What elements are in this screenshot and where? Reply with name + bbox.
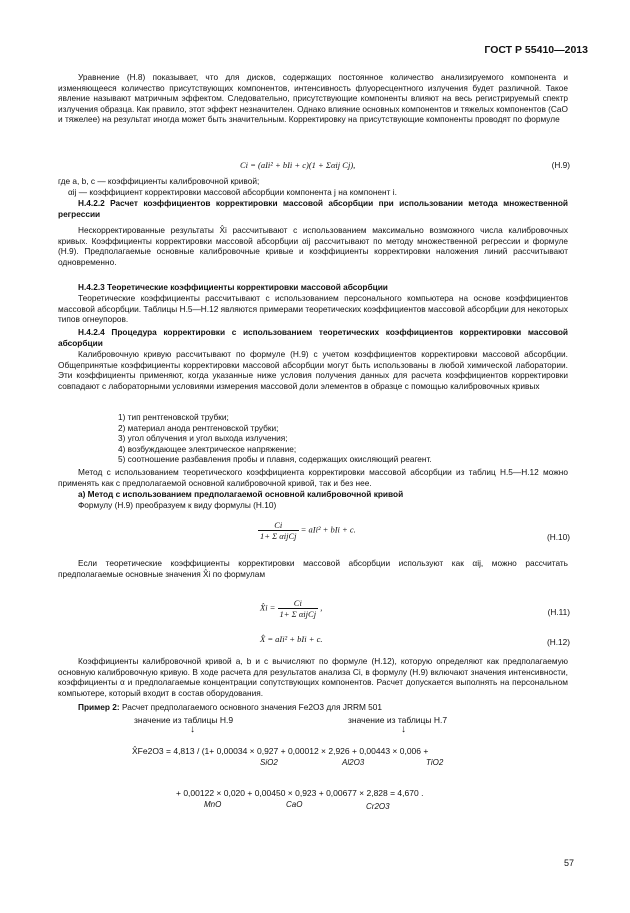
formula-h10-number: (Н.10) [546, 532, 570, 542]
page-number: 57 [563, 858, 574, 868]
arrow-down-icon: ↓ [190, 724, 195, 735]
paragraph-calc-values: Если теоретические коэффициенты корректировки массовой абсорбции используют как αij, можно рассчитать предполагаемые основные значения X̂i по формулам [58, 558, 568, 579]
example-2 [78, 702, 568, 713]
condition-item: 2) материал анода рентгеновской трубки; [118, 422, 279, 433]
section-h423-heading: Н.4.2.3 Теоретические коэффициенты корректировки массовой абсорбции [78, 282, 388, 292]
formula-h9-number: (Н.9) [551, 160, 570, 170]
formula-h9: Ci = (aIi² + bIi + c)(1 + Σαij Cj), [240, 160, 356, 170]
where-alpha: αij — коэффициент корректировки массовой абсорбции компонента j на компонент i. [68, 187, 397, 197]
paragraph-coefficients: Коэффициенты калибровочной кривой a, b и c вычисляют по формуле (Н.12), которую определяют как предполагаемую основную калибровочную кривую. В ходе расчета для результатов анализа Ci, в формулу (Н.9) включают значения интенсивности, коэффициенты α и предполагаемые концентрации сопутствующих компонентов. Расчет допускается выполнять на персональном компьютере, который входит в состав оборудования. [58, 656, 568, 698]
paragraph-procedure: Калибровочную кривую рассчитывают по формуле (Н.9) с учетом коэффициентов корректировки массовой абсорбции. Общепринятые коэффициенты корректировки массовой абсорбции могут быть использованы в любой химической лаборатории. Эти коэффициенты применяют, когда указанные ниже условия получения данных для расчета коэффициентов корректировки совпадают с лабораторными условиями измерения массовой доли элементов в образце с помощью калибровочных кривых [58, 349, 568, 391]
section-h422-heading: Н.4.2.2 Расчет коэффициентов корректировки массовой абсорбции при использовании метода множественной регрессии [58, 198, 568, 219]
label-al2o3: Al2O3 [342, 758, 365, 767]
example-label: Пример 2: [78, 702, 120, 712]
condition-item: 5) соотношение разбавления пробы и плавня, содержащих окисляющий реагент. [118, 454, 432, 465]
label-tio2: TiO2 [426, 758, 444, 767]
standard-header: ГОСТ Р 55410—2013 [484, 44, 588, 56]
paragraph-theoretical: Теоретические коэффициенты рассчитывают с использованием персонального компьютера на основе коэффициентов массовой абсорбции. Таблицы Н.5—Н.12 являются примерами теоретических коэффициентов массовой абсорбции для некоторых типов огнеупоров. [58, 293, 568, 325]
label-cao: CaO [286, 800, 303, 809]
calculation-line-2: + 0,00122 × 0,020 + 0,00450 × 0,923 + 0,00677 × 2,828 = 4,670 . [176, 788, 424, 798]
paragraph-method: Метод с использованием теоретического коэффициента корректировки массовой абсорбции из таблиц Н.5—Н.12 можно применять как с предполагаемой основной калибровочной кривой, так и без нее. [58, 467, 568, 488]
formula-h12-number: (Н.12) [546, 637, 570, 647]
paragraph-transform: Формулу (Н.9) преобразуем к виду формулы (Н.10) [78, 500, 277, 510]
paragraph-regression: Нескорректированные результаты X̂i рассчитывают с использованием максимально возможного числа калибровочных кривых. Коэффициенты корректировки массовой абсорбции αij рассчитывают по методу множественной регрессии и формуле (Н.9). Предполагаемые основные калибровочные кривые и коэффициенты корректировки наложения линий рассчитывают одновременно. [58, 225, 568, 267]
paragraph-intro: Уравнение (Н.8) показывает, что для дисков, содержащих постоянное количество анализируемого компонента и изменяющееся количество присутствующих компонентов, интенсивность флуоресцентного излучения будет различной. Такое явление называют матричным эффектом. Следовательно, присутствующие компоненты влияют на весь регистрируемый спектр излучения образца. Как правило, этот эффект незначителен. Однако влияние основных компонентов и тяжелых компонентов (CaO и тяжелее) на результат иногда может быть значительным. Корректировку на присутствующие компоненты проводят по формуле [58, 72, 568, 125]
label-sio2: SiO2 [260, 758, 278, 767]
condition-item: 4) возбуждающее электрическое напряжение; [118, 443, 297, 454]
conditions-list [58, 412, 568, 465]
calculation-line-1: X̂Fe2O3 = 4,813 / (1+ 0,00034 × 0,927 + 0,00012 × 2,926 + 0,00443 × 0,006 + [132, 746, 429, 756]
condition-item: 3) угол облучения и угол выхода излучения; [118, 433, 288, 444]
where-abc: где a, b, c — коэффициенты калибровочной кривой; [58, 176, 260, 186]
condition-item: 1) тип рентгеновской трубки; [118, 412, 229, 422]
formula-h11-number: (Н.11) [547, 607, 570, 617]
subsection-a-heading: а) Метод с использованием предполагаемой основной калибровочной кривой [78, 489, 404, 499]
label-table-h9: значение из таблицы Н.9 [134, 715, 234, 725]
label-mno: MnO [204, 800, 222, 809]
formula-h12: X̂ = aIi² + bIi + c. [260, 634, 323, 644]
formula-h10: $\frac{Ci}{\text{1+ Σ αijCj}}$ = aIi² + bIi + c. [260, 520, 356, 541]
arrow-down-icon: ↓ [401, 724, 406, 735]
example-text: Расчет предполагаемого основного значения Fe2O3 для JRRM 501 [121, 702, 382, 712]
section-h424-heading: Н.4.2.4 Процедура корректировки с использованием теоретических коэффициентов корректировки массовой абсорбции [58, 327, 568, 348]
label-cr2o3: Cr2O3 [366, 802, 390, 811]
formula-h11: X̂i = $\frac{Ci}{\text{1+ Σ αijCj}}$ , [260, 598, 323, 619]
label-table-h7: значение из таблицы Н.7 [348, 715, 448, 725]
